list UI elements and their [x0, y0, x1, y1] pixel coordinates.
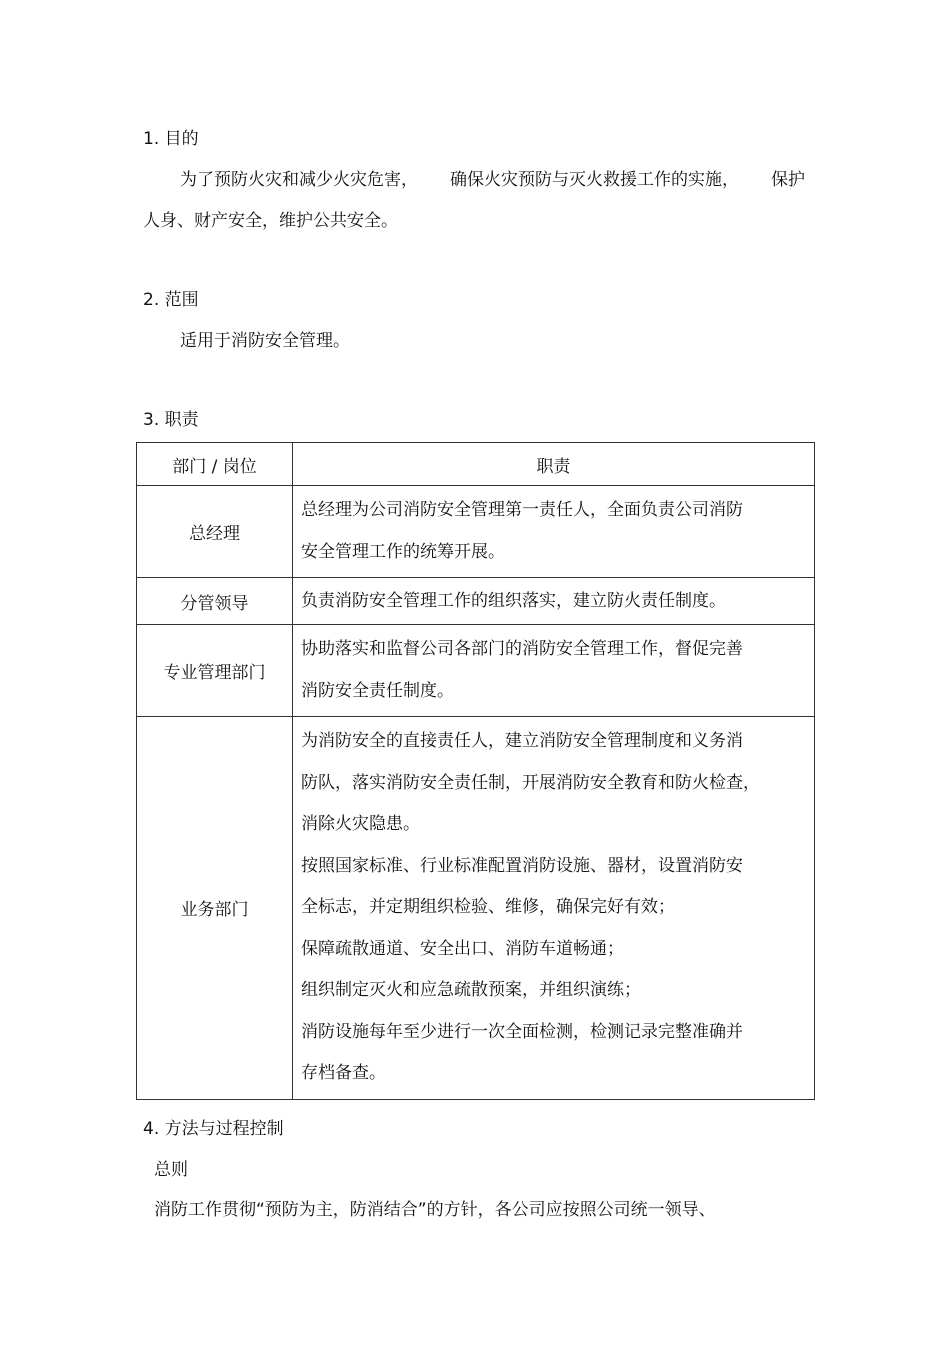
duty-cell — [293, 578, 815, 625]
section-heading-duties: 3. 职责 — [143, 410, 199, 430]
purpose-paragraph-line2: 人身、财产安全，维护公共安全。 — [143, 211, 398, 231]
scope-paragraph: 适用于消防安全管理。 — [180, 331, 350, 351]
dept-cell: 分管领导 — [137, 578, 293, 625]
table-row — [137, 486, 815, 578]
section-heading-scope: 2. 范围 — [143, 290, 199, 310]
duty-line: 全标志，并定期组织检验、维修，确保完好有效； — [301, 897, 675, 917]
table-row — [137, 717, 815, 1100]
duty-line: 保障疏散通道、安全出口、消防车道畅通； — [301, 938, 624, 959]
method-paragraph: 消防工作贯彻“预防为主，防消结合”的方针，各公司应按照公司统一领导、 — [154, 1200, 716, 1220]
dept-cell: 总经理 — [137, 486, 293, 578]
duty-line: 负责消防安全管理工作的组织落实，建立防火责任制度。 — [301, 591, 726, 611]
duty-cell — [293, 486, 815, 578]
dept-cell: 专业管理部门 — [137, 625, 293, 717]
column-header-dept: 部门 / 岗位 — [137, 443, 293, 486]
duty-line: 按照国家标准、行业标准配置消防设施、器材，设置消防安 — [301, 855, 743, 876]
purpose-text-part1: 为了预防火灾和减少火灾危害， — [180, 170, 418, 190]
method-subheading: 总则 — [154, 1160, 188, 1180]
duty-line: 协助落实和监督公司各部门的消防安全管理工作，督促完善 — [301, 639, 743, 659]
duty-line: 防队，落实消防安全责任制，开展消防安全教育和防火检查， — [301, 772, 760, 793]
duty-line: 存档备查。 — [301, 1063, 386, 1083]
duty-line: 消除火灾隐患。 — [301, 814, 420, 834]
purpose-paragraph-line1 — [180, 168, 805, 192]
duty-line: 为消防安全的直接责任人，建立消防安全管理制度和义务消 — [301, 731, 743, 751]
dept-cell: 业务部门 — [137, 717, 293, 1100]
purpose-text-part2: 确保火灾预防与灭火救援工作的实施， — [450, 170, 739, 190]
duty-cell — [293, 717, 815, 1100]
purpose-text-part3: 保护 — [771, 170, 805, 190]
duties-table — [136, 442, 815, 1100]
duty-line: 总经理为公司消防安全管理第一责任人，全面负责公司消防 — [301, 500, 743, 520]
section-heading-purpose: 1. 目的 — [143, 129, 199, 149]
table-row — [137, 578, 815, 625]
table-header-row — [137, 443, 815, 486]
duty-line: 组织制定灭火和应急疏散预案，并组织演练； — [301, 980, 641, 1000]
table-row — [137, 625, 815, 717]
duty-cell — [293, 625, 815, 717]
duty-line: 消防安全责任制度。 — [301, 680, 454, 701]
section-heading-method: 4. 方法与过程控制 — [143, 1119, 284, 1139]
duty-line: 安全管理工作的统筹开展。 — [301, 541, 505, 562]
duty-line: 消防设施每年至少进行一次全面检测，检测记录完整准确并 — [301, 1021, 743, 1042]
column-header-duty: 职责 — [293, 443, 815, 486]
